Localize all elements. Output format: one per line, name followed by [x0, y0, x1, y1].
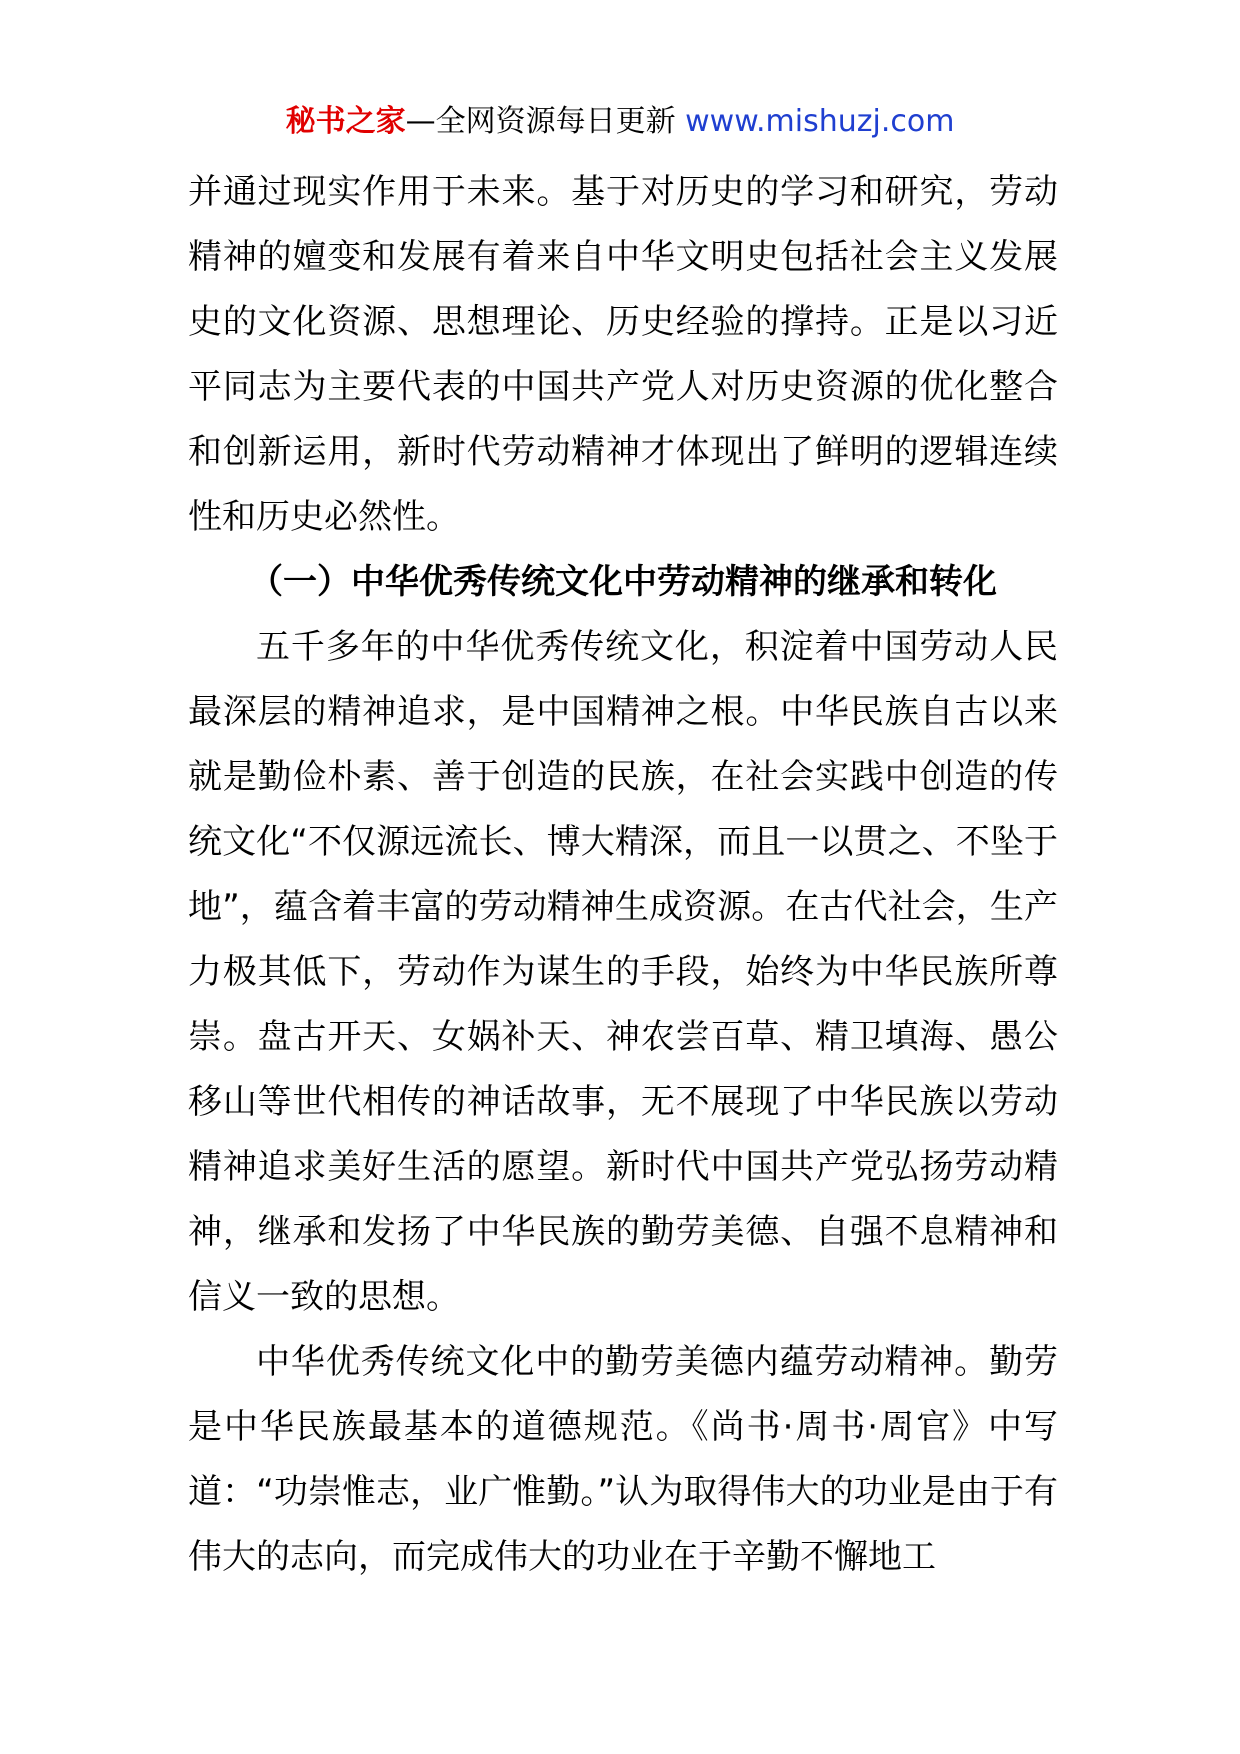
paragraph-continued: 并通过现实作用于未来。基于对历史的学习和研究，劳动精神的嬗变和发展有着来自中华文明史包括社会主义发展史的文化资源、思想理论、历史经验的撑持。正是以习近平同志为主要代表的中国共产党人对历史资源的优化整合和创新运用，新时代劳动精神才体现出了鲜明的逻辑连续性和历史必然性。: [188, 172, 1058, 537]
paragraph-traditional-culture: 五千多年的中华优秀传统文化，积淀着中国劳动人民最深层的精神追求，是中国精神之根。中华民族自古以来就是勤俭朴素、善于创造的民族，在社会实践中创造的传统文化“不仅源远流长、博大精深，而且一以贯之、不坠于地”，蕴含着丰富的劳动精神生成资源。在古代社会，生产力极其低下，劳动作为谋生的手段，始终为中华民族所尊崇。盘古开天、女娲补天、神农尝百草、精卫填海、愚公移山等世代相传的神话故事，无不展现了中华民族以劳动精神追求美好生活的愿望。新时代中国共产党弘扬劳动精神，继承和发扬了中华民族的勤劳美德、自强不息精神和信义一致的思想。: [188, 627, 1058, 1317]
section-heading: （一）中华优秀传统文化中劳动精神的继承和转化: [249, 562, 997, 602]
header-tagline: —全网资源每日更新: [405, 104, 676, 139]
document-body: [188, 160, 1058, 1590]
header-url-link[interactable]: www.mishuzj.com: [685, 104, 955, 139]
page-header: [0, 100, 1240, 144]
header-brand: 秘书之家: [285, 104, 406, 139]
paragraph-diligence-virtue: 中华优秀传统文化中的勤劳美德内蕴劳动精神。勤劳是中华民族最基本的道德规范。《尚书·周书·周官》中写道：“功崇惟志，业广惟勤。”认为取得伟大的功业是由于有伟大的志向，而完成伟大的功业在于辛勤不懈地工: [188, 1342, 1058, 1577]
